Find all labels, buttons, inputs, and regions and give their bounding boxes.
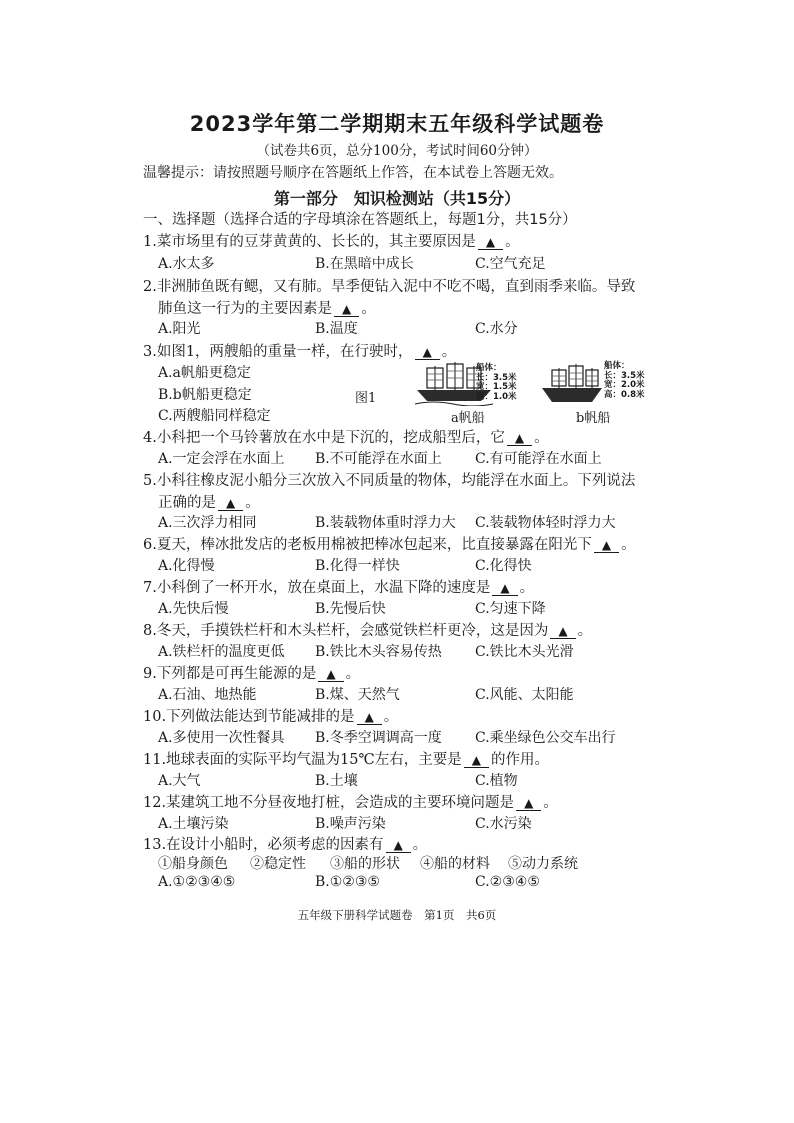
option-b: B.①②③⑤ [315, 874, 380, 890]
option-c: C.乘坐绿色公交车出行 [475, 730, 616, 746]
option-a: A.①②③④⑤ [158, 874, 236, 890]
option-a: A.三次浮力相同 [158, 515, 257, 531]
option-b: B.在黑暗中成长 [315, 256, 414, 272]
question-11-options [158, 770, 658, 790]
question-2: 2.非洲肺鱼既有鳃，又有肺。旱季便钻入泥中不吃不喝，直到雨季来临。导致 [143, 279, 636, 295]
question-9: 9.下列都是可再生能源的是 ▲ 。 [143, 666, 361, 682]
warm-tip: 温馨提示：请按照题号顺序在答题纸上作答，在本试卷上答题无效。 [143, 165, 563, 181]
option-c: C.两艘船同样稳定 [158, 408, 271, 424]
answer-blank: ▲ [516, 796, 541, 811]
question-12-options [158, 813, 658, 833]
option-b: B.土壤 [315, 773, 358, 789]
sailboat-b-image [540, 362, 604, 406]
question-1: 1.菜市场里有的豆芽黄黄的、长长的，其主要原因是 ▲ 。 [143, 234, 520, 250]
factor-item: ②稳定性 [250, 856, 306, 872]
question-1-options [158, 253, 658, 273]
option-c: C.②③④⑤ [475, 874, 540, 890]
option-c: C.装载物体轻时浮力大 [475, 515, 616, 531]
answer-blank: ▲ [218, 496, 243, 511]
part-title: 第一部分 知识检测站（共15分） [273, 189, 521, 208]
question-5-cont: 正确的是 ▲ 。 [158, 495, 260, 511]
answer-blank: ▲ [318, 667, 343, 682]
option-b: B.b帆船更稳定 [158, 387, 252, 403]
boat-b-specs: 船体： 长：3.5米 宽：2.0米 高：0.8米 [604, 361, 645, 400]
question-3: 3.如图1，两艘船的重量一样，在行驶时， ▲ 。 [143, 344, 457, 360]
question-7-options [158, 598, 658, 618]
answer-blank: ▲ [357, 710, 382, 725]
question-8: 8.冬天，手摸铁栏杆和木头栏杆，会感觉铁栏杆更冷，这是因为 ▲ 。 [143, 623, 593, 639]
question-12: 12.某建筑工地不分昼夜地打桩，会造成的主要环境问题是 ▲ 。 [143, 795, 558, 811]
option-c: C.水污染 [475, 816, 532, 832]
answer-blank: ▲ [464, 753, 489, 768]
option-b: B.不可能浮在水面上 [315, 451, 442, 467]
option-c: C.匀速下降 [475, 601, 546, 617]
figure-label: 图1 [355, 391, 377, 406]
boat-b-caption: b帆船 [576, 411, 611, 426]
answer-blank: ▲ [550, 624, 575, 639]
question-5-options [158, 512, 658, 532]
factor-item: ③船的形状 [330, 856, 400, 872]
option-a: A.多使用一次性餐具 [158, 730, 285, 746]
option-b: B.温度 [315, 321, 358, 337]
factor-item: ⑤动力系统 [508, 856, 578, 872]
question-10: 10.下列做法能达到节能减排的是 ▲ 。 [143, 709, 399, 725]
question-4: 4.小科把一个马铃薯放在水中是下沉的，挖成船型后，它 ▲ 。 [143, 430, 549, 446]
question-2-cont: 肺鱼这一行为的主要因素是 ▲ 。 [158, 301, 376, 317]
question-2-options [158, 318, 658, 338]
option-a: A.化得慢 [158, 558, 215, 574]
option-b: B.冬季空调调高一度 [315, 730, 442, 746]
option-c: C.化得快 [475, 558, 532, 574]
option-b: B.铁比木头容易传热 [315, 644, 442, 660]
option-c: C.有可能浮在水面上 [475, 451, 602, 467]
option-b: B.煤、天然气 [315, 687, 400, 703]
option-b: B.先慢后快 [315, 601, 386, 617]
question-13-factors [158, 853, 628, 873]
factor-item: ④船的材料 [420, 856, 490, 872]
option-a: A.一定会浮在水面上 [158, 451, 285, 467]
option-a: A.石油、地热能 [158, 687, 257, 703]
option-b: B.化得一样快 [315, 558, 400, 574]
option-a: A.a帆船更稳定 [158, 365, 251, 381]
answer-blank: ▲ [492, 581, 517, 596]
option-a: A.大气 [158, 773, 201, 789]
boat-a-specs: 船体： 长：3.5米 宽：1.5米 高：1.0米 [476, 363, 517, 402]
answer-blank: ▲ [507, 431, 532, 446]
answer-blank: ▲ [594, 538, 619, 553]
option-c: C.空气充足 [475, 256, 546, 272]
answer-blank: ▲ [386, 838, 411, 853]
option-c: C.风能、太阳能 [475, 687, 574, 703]
option-b: B.噪声污染 [315, 816, 386, 832]
answer-blank: ▲ [478, 235, 503, 250]
question-5: 5.小科往橡皮泥小船分三次放入不同质量的物体，均能浮在水面上。下列说法 [143, 473, 636, 489]
page-footer: 五年级下册科学试题卷 第1页 共6页 [297, 908, 497, 922]
option-a: A.水太多 [158, 256, 215, 272]
question-4-options [158, 448, 658, 468]
question-13: 13.在设计小船时，必须考虑的因素有 ▲ 。 [143, 837, 428, 853]
option-a: A.铁栏杆的温度更低 [158, 644, 285, 660]
question-6-options [158, 555, 658, 575]
question-8-options [158, 641, 658, 661]
option-c: C.水分 [475, 321, 518, 337]
answer-blank: ▲ [334, 302, 359, 317]
question-6: 6.夏天，棒冰批发店的老板用棉被把棒冰包起来，比直接暴露在阳光下 ▲ 。 [143, 537, 636, 553]
question-11: 11.地球表面的实际平均气温为15℃左右，主要是 ▲ 的作用。 [143, 752, 549, 768]
option-c: C.植物 [475, 773, 518, 789]
question-10-options [158, 727, 658, 747]
option-c: C.铁比木头光滑 [475, 644, 574, 660]
page-title: 2023学年第二学期期末五年级科学试题卷 [189, 112, 605, 136]
boat-a-caption: a帆船 [451, 411, 485, 426]
option-a: A.阳光 [158, 321, 201, 337]
answer-blank: ▲ [415, 345, 440, 360]
option-a: A.先快后慢 [158, 601, 229, 617]
option-a: A.土壤污染 [158, 816, 229, 832]
question-13-options [158, 874, 658, 894]
factor-item: ①船身颜色 [158, 856, 228, 872]
question-7: 7.小科倒了一杯开水，放在桌面上，水温下降的速度是 ▲ 。 [143, 580, 535, 596]
section-heading: 一、选择题（选择合适的字母填涂在答题纸上，每题1分，共15分） [143, 212, 577, 228]
question-9-options [158, 684, 658, 704]
exam-info: （试卷共6页，总分100分，考试时间60分钟） [256, 143, 538, 159]
option-b: B.装载物体重时浮力大 [315, 515, 456, 531]
